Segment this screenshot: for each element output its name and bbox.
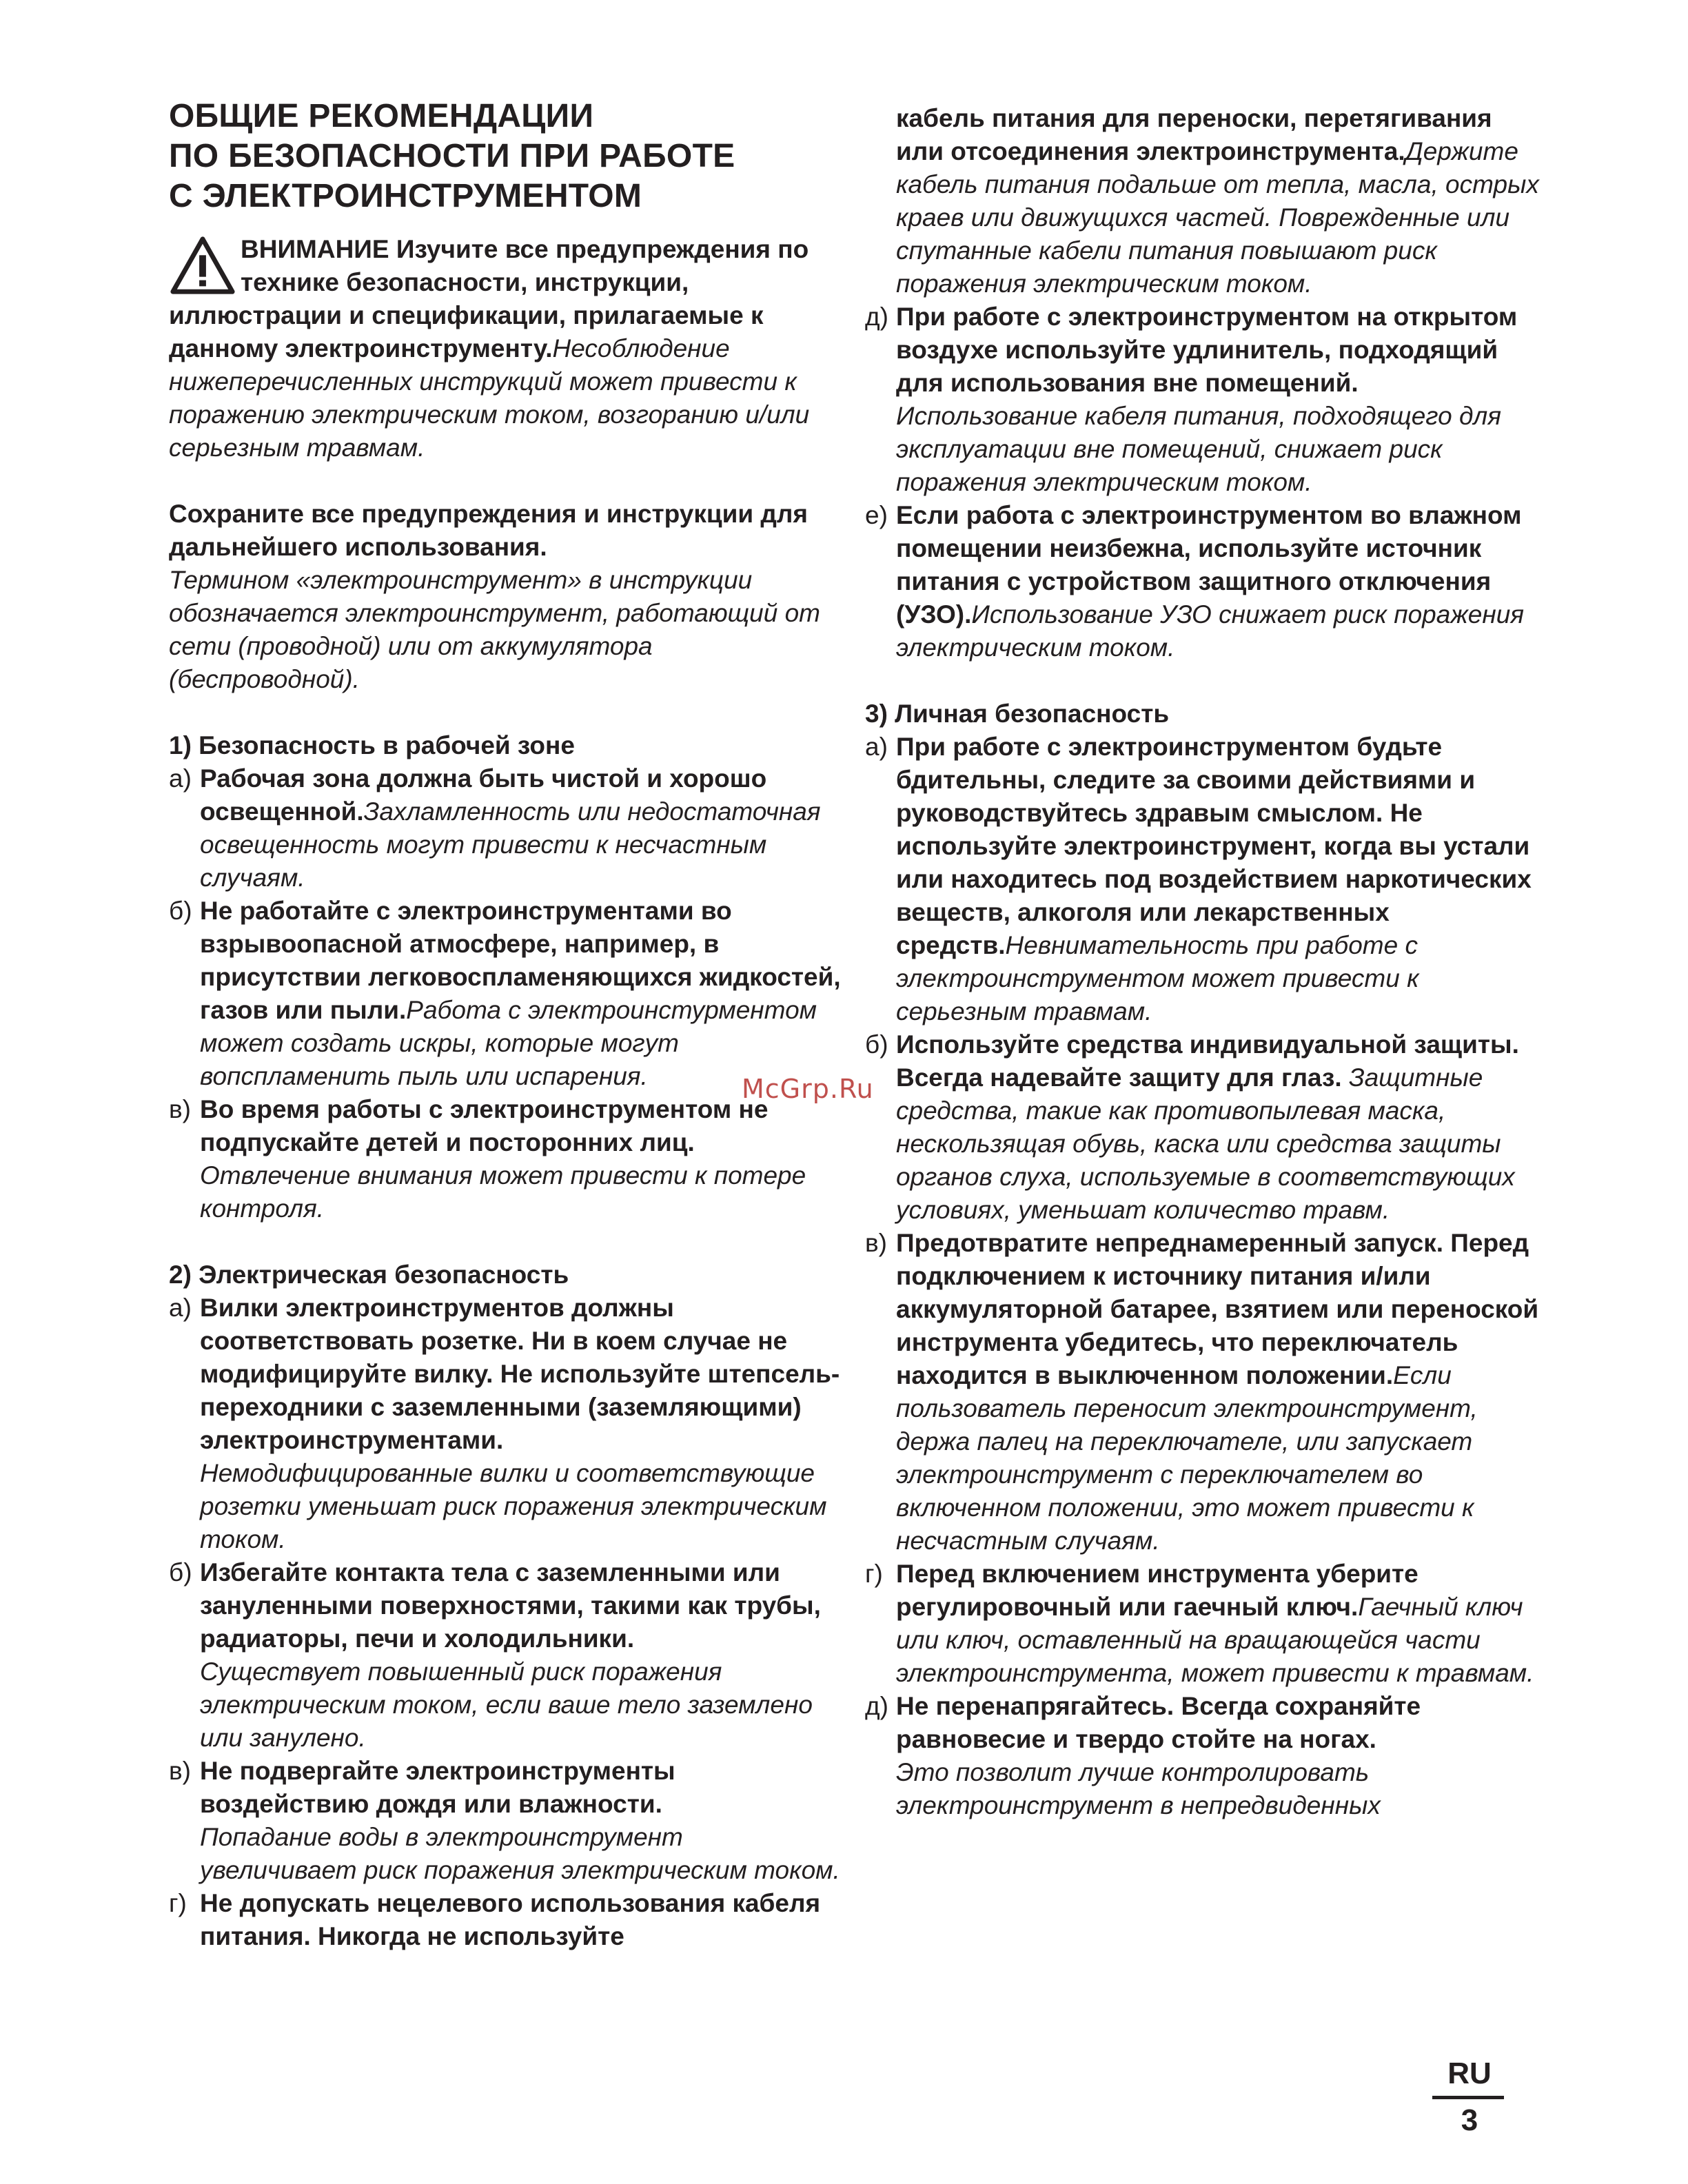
list-item: г) Перед включением инструмента уберите регулировочный или гаечный ключ.Гаечный ключ или ключ, оставленный на вращающейся части электроинструмента, может привести к травмам. [865,1560,1534,1687]
section-work-area: 1) Безопасность в рабочей зоне а) Рабочая зона должна быть чистой и хорошо освещенной.Захламленность или недостаточная освещенность могут привести к несчастным случаям. б) Не работайте с электроинструментами во взрывоопасной атмосфере, например, в присутствии легковоспламеняющихся жидкостей, газов или пыли.Работа с электроинстурментом может создать искры, которые могут вопспламенить пыль или испарения. в) Во время работы с электроинструментом не подпускайте детей и посторонних лиц. Отвлечение внимания может привести к потере контроля. [169,729,841,1225]
language-code: RU [1447,2057,1492,2090]
warning-triangle-icon [169,234,236,296]
list-item: а) Вилки электроинструментов должны соответствовать розетке. Ни в коем случае не модифицируйте вилку. Не используйте штепсель-переходники с заземленными (заземляющими) электроинструментами. Немодифицированные вилки и соответствующие розетки уменьшат риск поражения электрическим током. [169,1294,840,1553]
list-item: в) Предотвратите непреднамеренный запуск. Перед подключением к источнику питания и/или аккумуляторной батарее, взятием или переноской инструмента убедитесь, что переключатель находится в выключенном положении.Если пользователь переносит электроинструмент, держа палец на переключателе, или запускает электроинструмент с переключателем во включенном положении, это может привести к несчастным случаям. [865,1229,1539,1555]
left-column [169,96,841,1953]
list-item: б) Избегайте контакта тела с заземленными или зануленными поверхностями, такими как трубы, радиаторы, печи и холодильники. Существует повышенный риск поражения электрическим током, если ваше тело заземлено или занулено. [169,1558,821,1752]
list-item: в) Не подвергайте электроинструменты воздействию дождя или влажности. Попадание воды в электроинструмент увеличивает риск поражения электрическим током. [169,1757,840,1884]
list-item: б) Используйте средства индивидуальной защиты. Всегда надевайте защиту для глаз. Защитные средства, такие как противопылевая маска, нескользящая обувь, каска или средства защиты органов слуха, используемые в соответствующих условиях, уменьшат количество травм. [865,1030,1519,1224]
list-item: в) Во время работы с электроинструментом не подпускайте детей и посторонних лиц. Отвлечение внимания может привести к потере контроля. [169,1095,806,1223]
list-item: д) При работе с электроинструментом на открытом воздухе используйте удлинитель, подходящий для использования вне помещений. Использование кабеля питания, подходящего для эксплуатации вне помещений, снижает риск поражения электрическим током. [865,303,1518,496]
footer-divider [1432,2096,1504,2099]
right-column [865,102,1540,1822]
list-item: е) Если работа с электроинструментом во влажном помещении неизбежна, используйте источник питания с устройством защитного отключения (УЗО).Использование УЗО снижает риск поражения электрическим током. [865,501,1525,662]
warning-block: ВНИМАНИЕ Изучите все предупреждения по технике безопасности, инструкции, иллюстрации и спецификации, прилагаемые к данному электроинструменту.Несоблюдение нижеперечисленных инструкций может привести к поражению электрическим током, возгоранию и/или серьезным травмам. [169,235,810,462]
section-personal-safety: 3) Личная безопасность а) При работе с электроинструментом будьте бдительны, следите за своими действиями и руководствуйтесь здравым смыслом. Не используйте электроинструмент, когда вы устали или находитесь под воздействием наркотических веществ, алкоголя или лекарственных средств.Невнимательность при работе с электроинструментом может привести к серьезным травмам. б) Используйте средства индивидуальной защиты. Всегда надевайте защиту для глаз. Защитные средства, такие как противопылевая маска, нескользящая обувь, каска или средства защиты органов слуха, используемые в соответствующих условиях, уменьшат количество травм. в) Предотвратите непреднамеренный запуск. Перед подключением к источнику питания и/или аккумуляторной батарее, взятием или переноской инструмента убедитесь, что переключатель находится в выключенном положении.Если пользователь переносит электроинструмент, держа палец на переключателе, или запускает электроинструмент с переключателем во включенном положении, это может привести к несчастным случаям. г) Перед включением инструмента уберите регулировочный или гаечный ключ.Гаечный ключ или ключ, оставленный на вращающейся части электроинструмента, может привести к травмам. д) Не перенапрягайтесь. Всегда сохраняйте равновесие и твердо стойте на ногах. Это позволит лучше контролировать электроинструмент в непредвиденных [865,697,1540,1822]
list-item: а) При работе с электроинструментом будьте бдительны, следите за своими действиями и руководствуйтесь здравым смыслом. Не используйте электроинструмент, когда вы устали или находитесь под воздействием наркотических веществ, алкоголя или лекарственных средств.Невнимательность при работе с электроинструментом может привести к серьезным травмам. [865,733,1532,1025]
list-item: б) Не работайте с электроинструментами во взрывоопасной атмосфере, например, в присутствии легковоспламеняющихся жидкостей, газов или пыли.Работа с электроинстурментом может создать искры, которые могут вопспламенить пыль или испарения. [169,897,841,1090]
save-instructions: Сохраните все предупреждения и инструкции для дальнейшего использования. Термином «электроинструмент» в инструкции обозначается электроинструмент, работающий от сети (проводной) или от аккумулятора (беспроводной). [169,500,820,693]
list-item: д) Не перенапрягайтесь. Всегда сохраняйте равновесие и твердо стойте на ногах. Это позволит лучше контролировать электроинструмент в непредвиденных [865,1692,1421,1819]
watermark[interactable]: McGrp.Ru [742,1074,874,1104]
list-item: г) Не допускать нецелевого использования кабеля питания. Никогда не используйте [169,1889,821,1950]
section-electrical: 2) Электрическая безопасность а) Вилки электроинструментов должны соответствовать розетке. Ни в коем случае не модифицируйте вилку. Не используйте штепсель-переходники с заземленными (заземляющими) электроинструментами. Немодифицированные вилки и соответствующие розетки уменьшат риск поражения электрическим током. б) Избегайте контакта тела с заземленными или зануленными поверхностями, такими как трубы, радиаторы, печи и холодильники. Существует повышенный риск поражения электрическим током, если ваше тело заземлено или занулено. в) Не подвергайте электроинструменты воздействию дождя или влажности. Попадание воды в электроинструмент увеличивает риск поражения электрическим током. г) Не допускать нецелевого использования кабеля питания. Никогда не используйте [169,1258,841,1953]
page-number: 3 [1461,2103,1478,2137]
page-title: ОБЩИЕ РЕКОМЕНДАЦИИ ПО БЕЗОПАСНОСТИ ПРИ РАБОТЕ С ЭЛЕКТРОИНСТРУМЕНТОМ [169,98,735,214]
list-item: а) Рабочая зона должна быть чистой и хорошо освещенной.Захламленность или недостаточная освещенность могут привести к несчастным случаям. [169,764,821,892]
list-item-continued: кабель питания для переноски, перетягивания или отсоединения электроинструмента.Держите кабель питания подальше от тепла, масла, острых краев или движущихся частей. Поврежденные или спутанные кабели питания повышают риск поражения электрическим током. [896,104,1539,298]
